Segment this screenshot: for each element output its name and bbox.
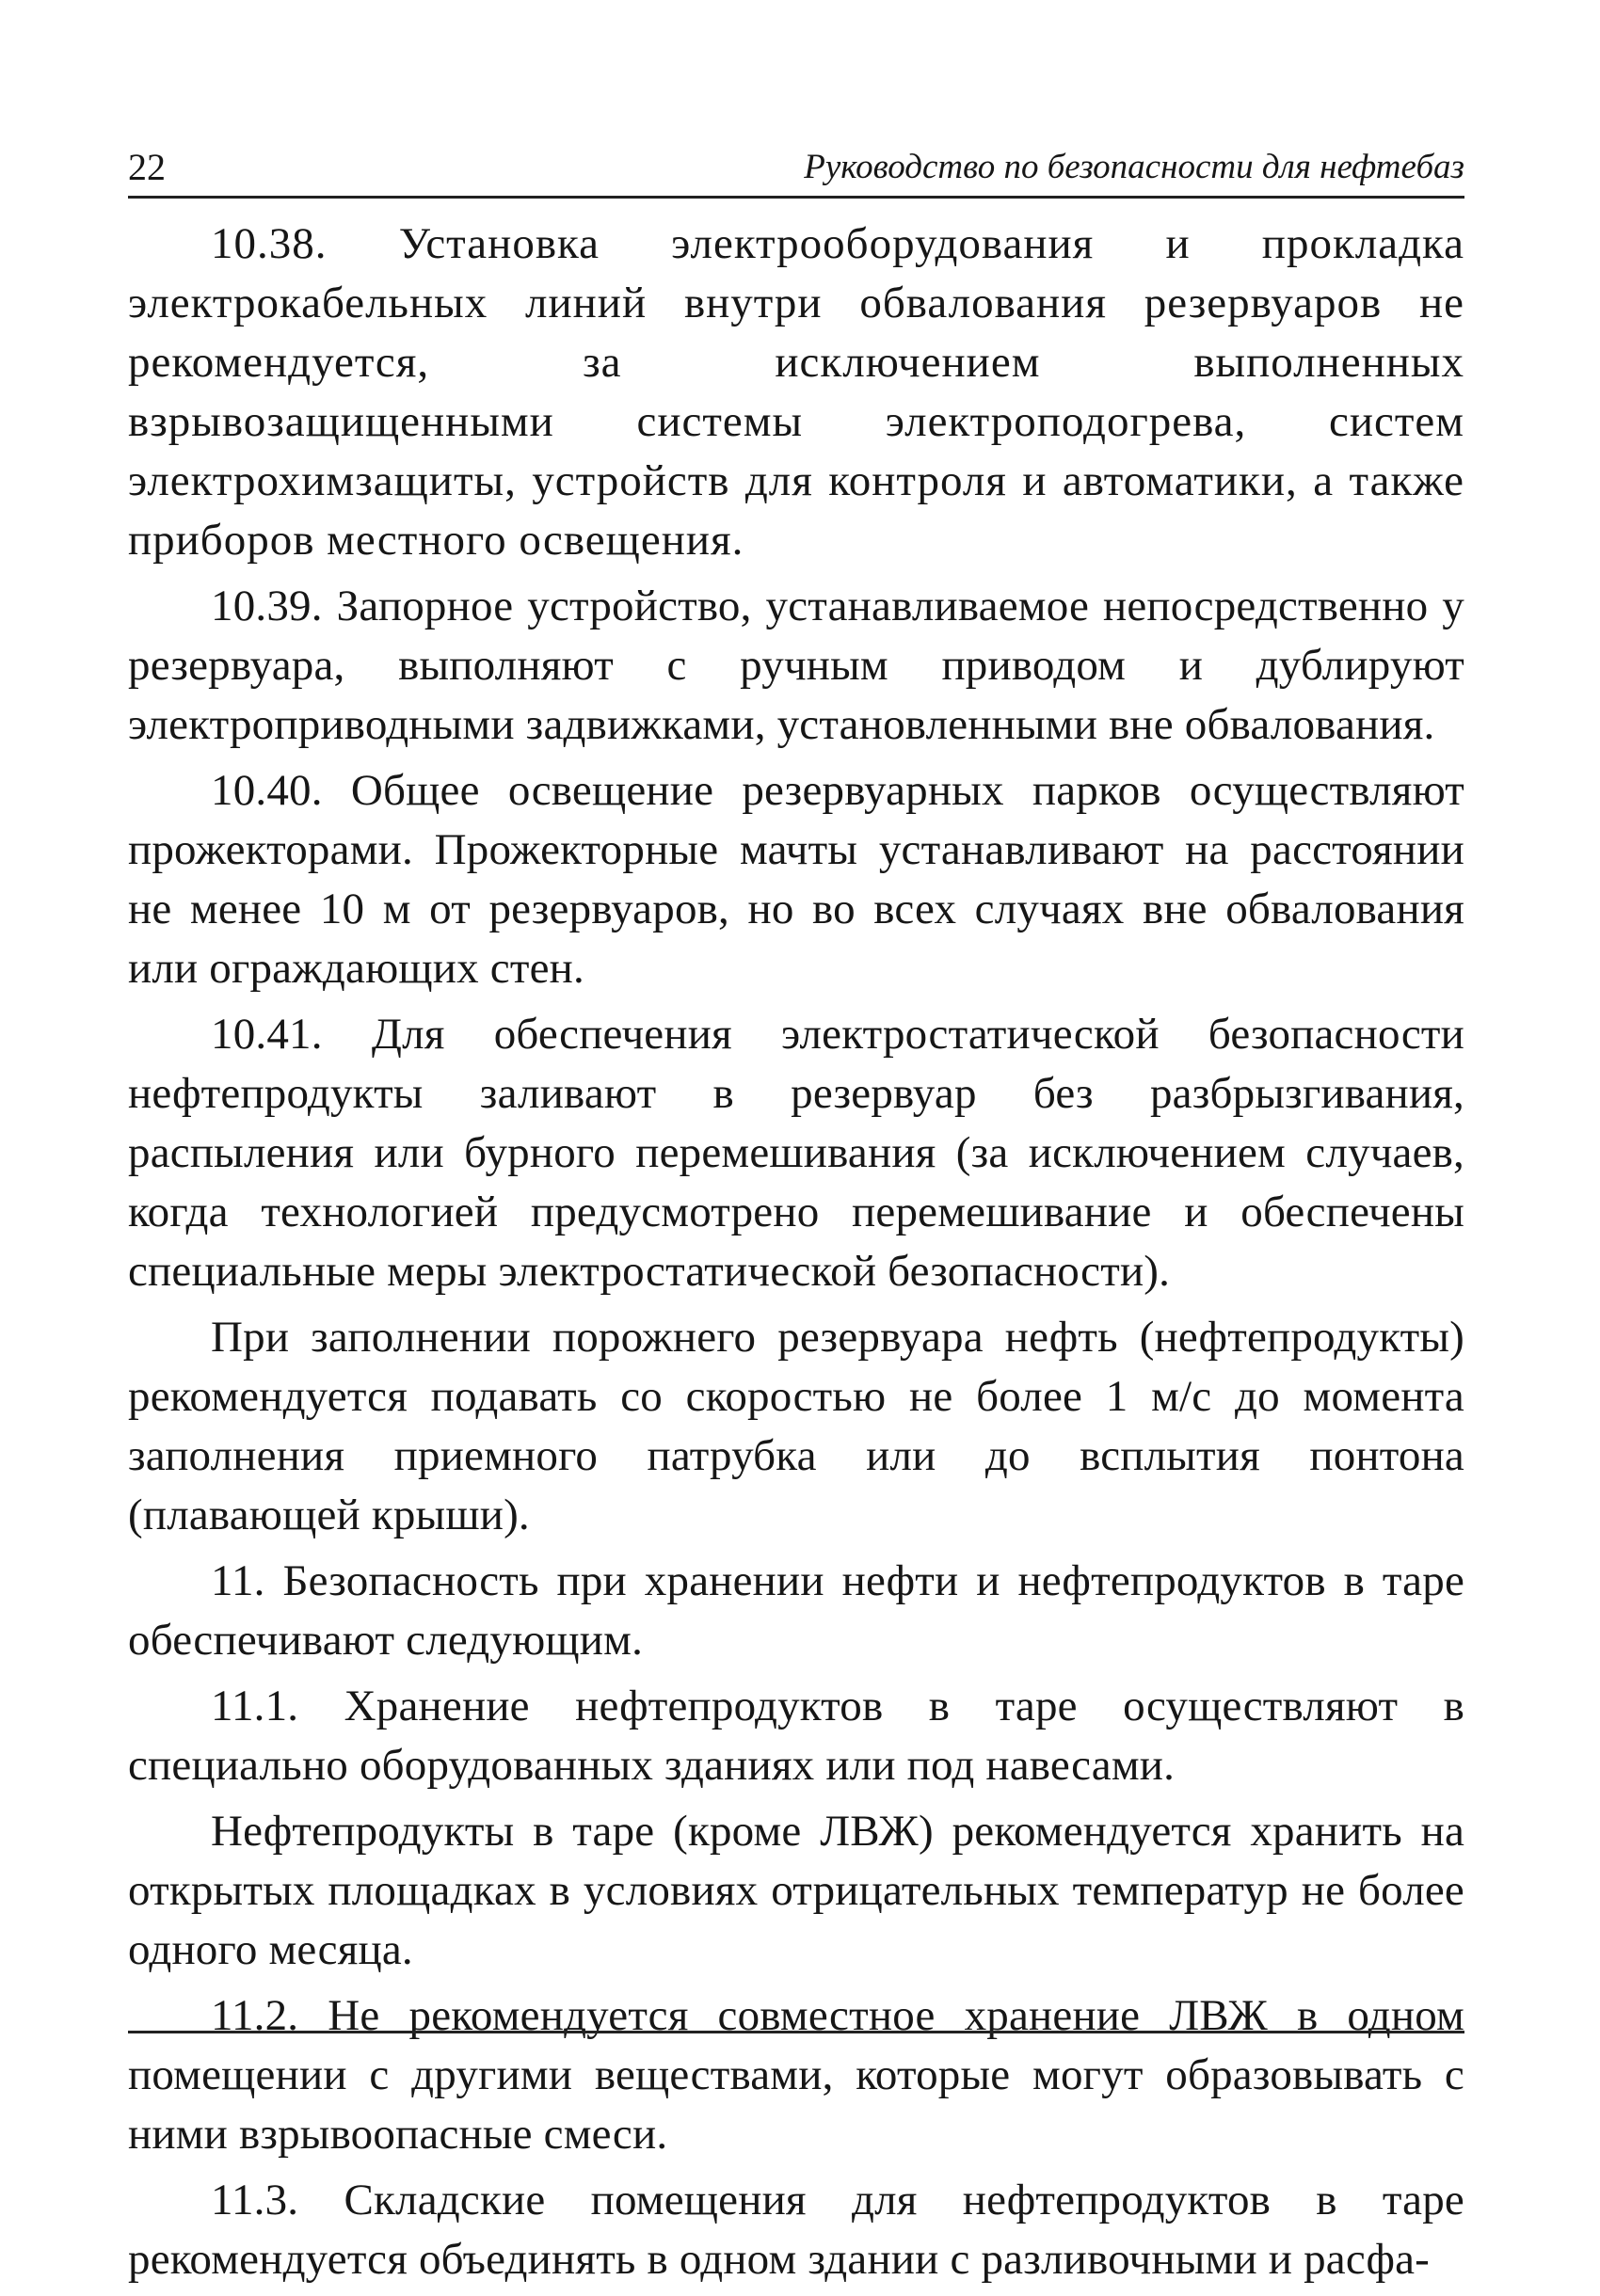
page-number: 22 <box>128 146 166 188</box>
header-divider <box>128 196 1464 199</box>
paragraph-11-1: 11.1. Хранение нефтепродуктов в таре осуществляют в специально оборудованных зданиях или под навесами. <box>128 1682 1464 1790</box>
paragraph-filling-speed: При заполнении порожнего резервуара нефть (нефтепродукты) рекомендуется подавать со скоростью не более 1 м/с до момента заполнения приемного патрубка или до всплытия понтона (плавающей крыши). <box>128 1313 1464 1539</box>
paragraph-10-41: 10.41. Для обеспечения электростатической безопасности нефтепродукты заливают в резервуар без разбрызгивания, распыления или бурного перемешивания (за исключением случаев, когда технологией предусмотрено перемешивание и обеспечены специальные меры электростатической безопасности). <box>128 1010 1464 1296</box>
paragraph-11-2: 11.2. Не рекомендуется совместное хранение ЛВЖ в одном помещении с другими веществами, которые могут образовывать с ними взрывоопасные смеси. <box>128 1991 1464 2159</box>
paragraph-11-3: 11.3. Складские помещения для нефтепродуктов в таре рекомендуется объединять в одном здании с разливочными и расфа- <box>128 2176 1464 2284</box>
document-page <box>128 141 1464 2284</box>
paragraph-10-38: 10.38. Установка электрооборудования и прокладка электрокабельных линий внутри обвалования резервуаров не рекомендуется, за исключением выполненных взрывозащищенными системы электроподогрева, систем электрохимзащиты, устройств для контроля и автоматики, а также приборов местного освещения. <box>128 219 1464 565</box>
paragraph-open-storage: Нефтепродукты в таре (кроме ЛВЖ) рекомендуется хранить на открытых площадках в условиях отрицательных температур не более одного месяца. <box>128 1807 1464 1974</box>
paragraph-11: 11. Безопасность при хранении нефти и нефтепродуктов в таре обеспечивают следующим. <box>128 1556 1464 1665</box>
paragraph-10-39: 10.39. Запорное устройство, устанавливаемое непосредственно у резервуара, выполняют с ручным приводом и дублируют электроприводными задвижками, установленными вне обвалования. <box>128 582 1464 749</box>
footer-divider <box>128 2031 1464 2033</box>
running-title: Руководство по безопасности для нефтебаз <box>804 148 1464 186</box>
body-text <box>128 215 1464 2296</box>
paragraph-10-40: 10.40. Общее освещение резервуарных парков осуществляют прожекторами. Прожекторные мачты устанавливают на расстоянии не менее 10 м от резервуаров, но во всех случаях вне обвалования или ограждающих стен. <box>128 766 1464 993</box>
page-header <box>128 141 1464 194</box>
